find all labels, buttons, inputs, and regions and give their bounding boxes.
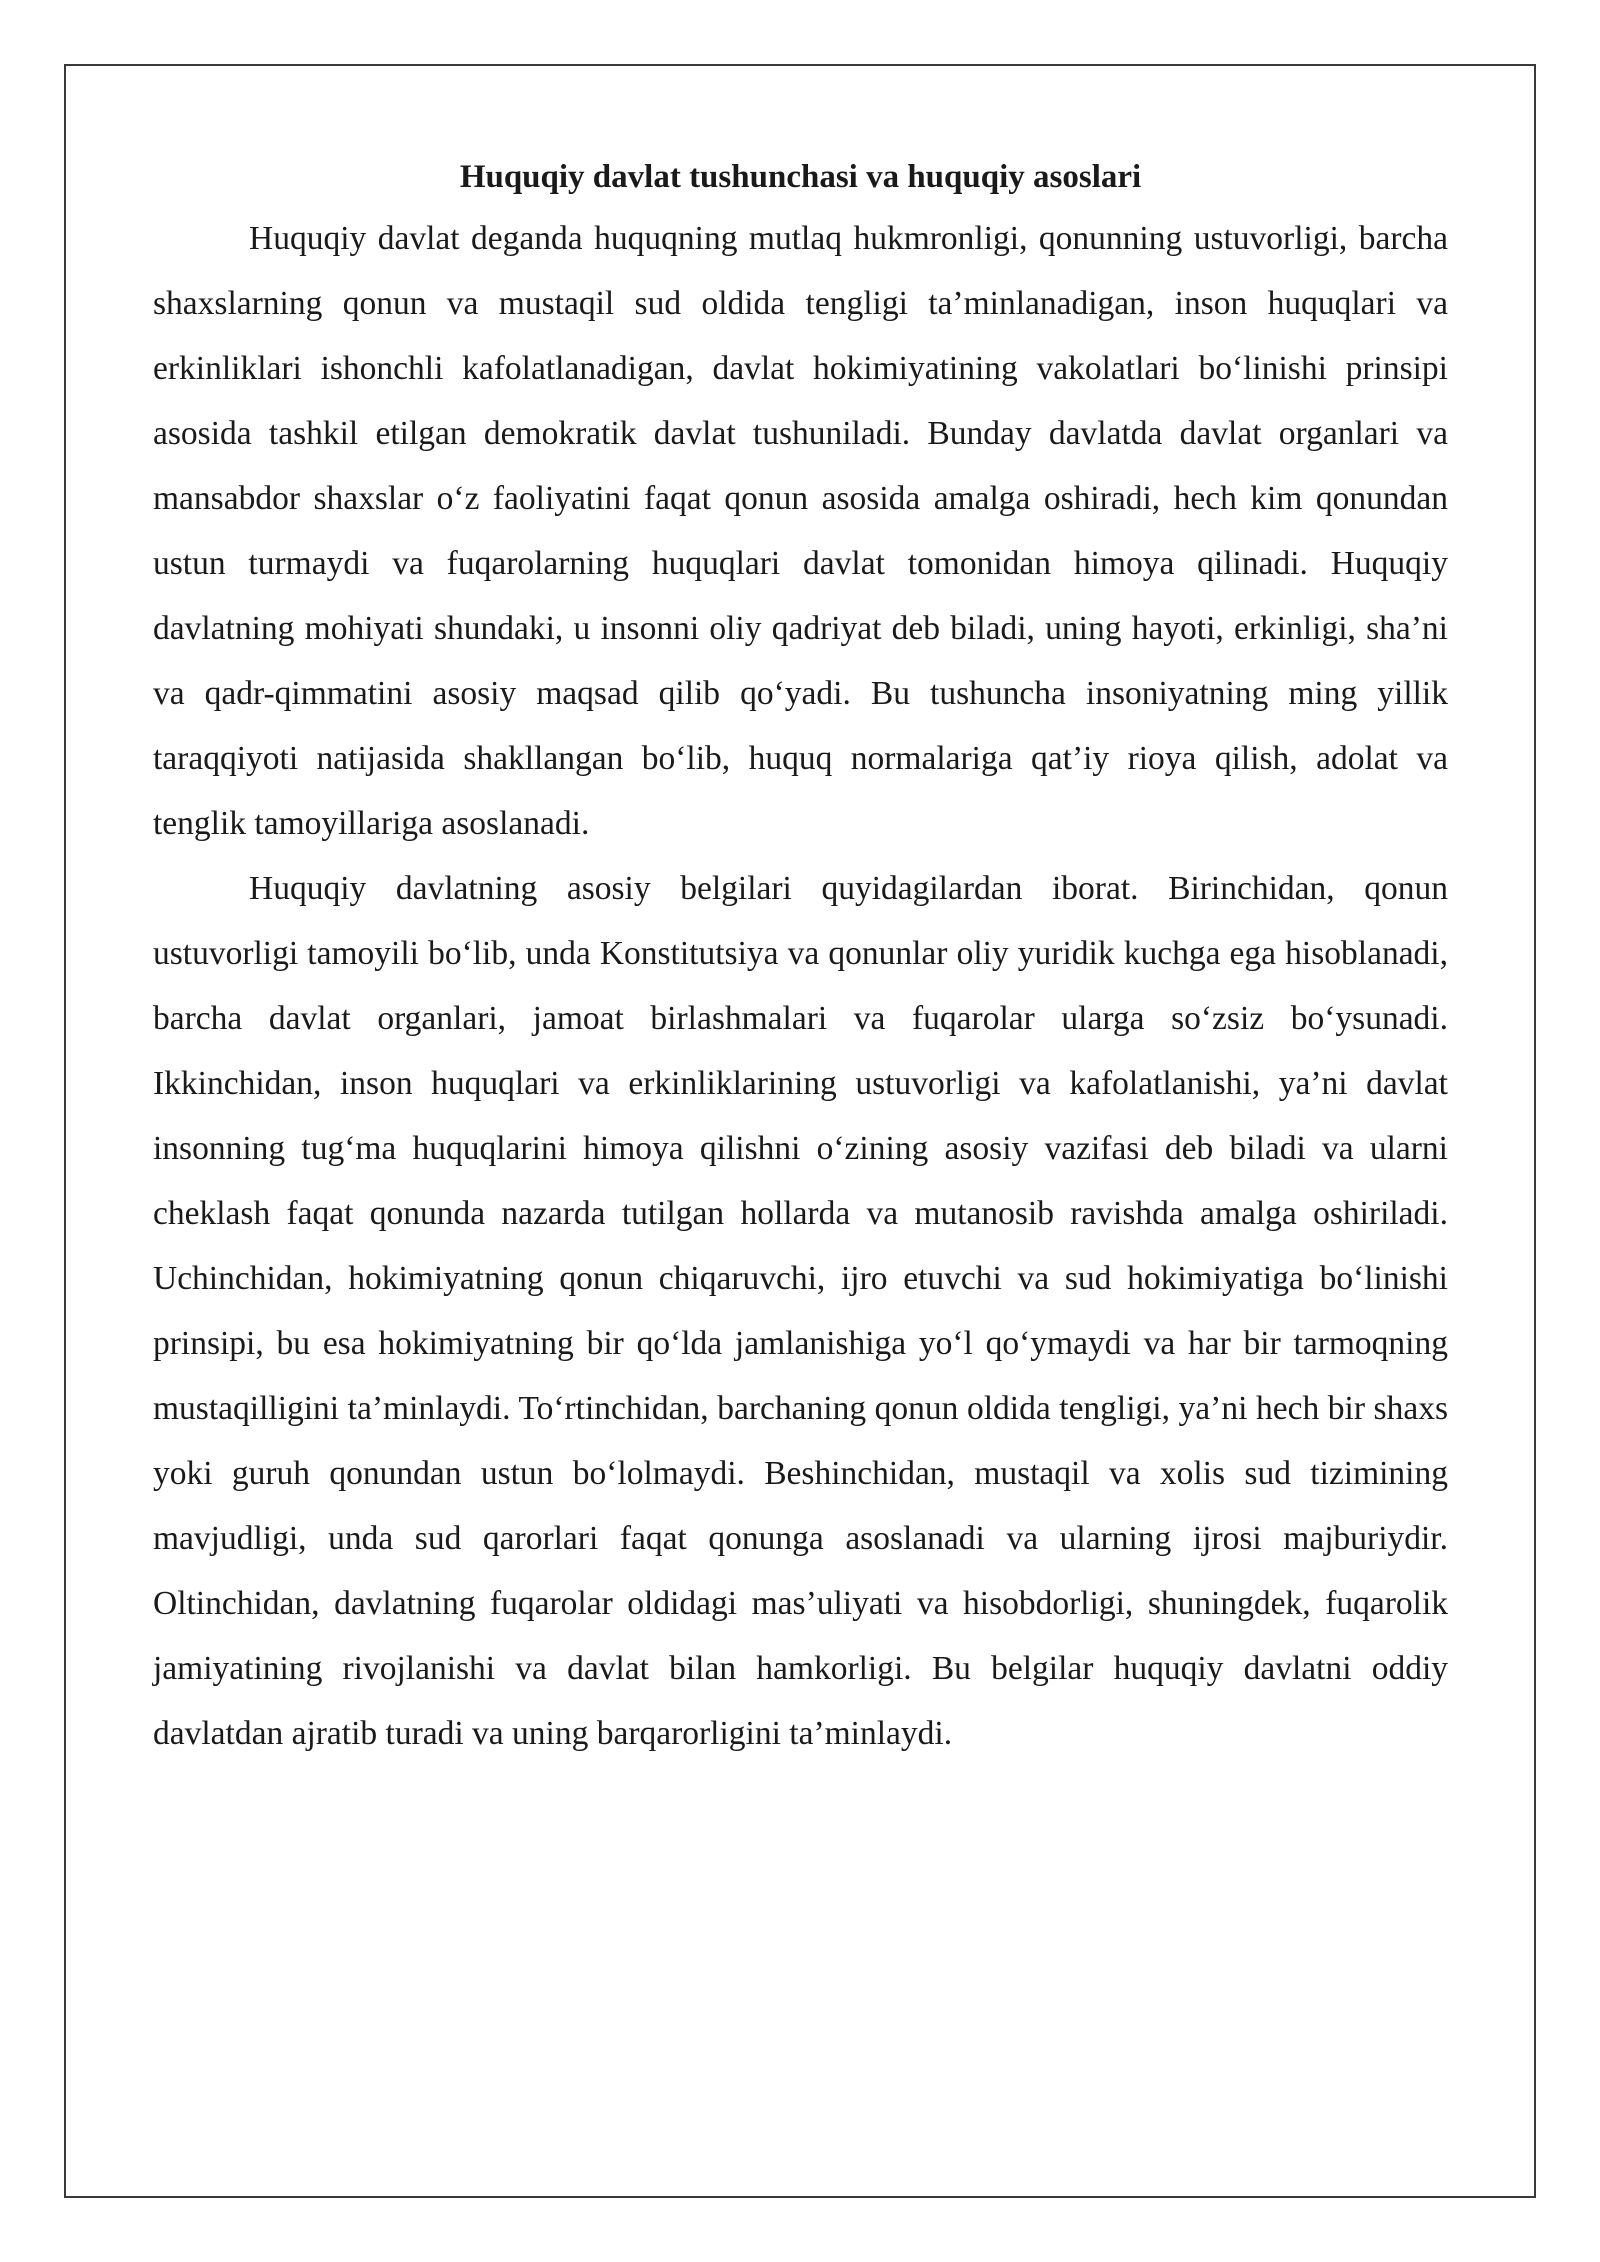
document-body — [153, 148, 1448, 1766]
document-title: Huquqiy davlat tushunchasi va huquqiy asoslari — [459, 159, 1142, 195]
paragraph-definition: Huquqiy davlat deganda huquqning mutlaq hukmronligi, qonunning ustuvorligi, barcha shaxslarning qonun va mustaqil sud oldida tengligi ta’minlanadigan, inson huquqlari va erkinliklari ishonchli kafolatlanadigan, davlat hokimiyatining vakolatlari bo‘linishi prinsipi asosida tashkil etilgan demokratik davlat tushuniladi. Bunday davlatda davlat organlari va mansabdor shaxslar o‘z faoliyatini faqat qonun asosida amalga oshiradi, hech kim qonundan ustun turmaydi va fuqarolarning huquqlari davlat tomonidan himoya qilinadi. Huquqiy davlatning mohiyati shundaki, u insonni oliy qadriyat deb biladi, uning hayoti, erkinligi, sha’ni va qadr-qimmatini asosiy maqsad qilib qo‘yadi. Bu tushuncha insoniyatning ming yillik taraqqiyoti natijasida shakllangan bo‘lib, huquq normalariga qat’iy rioya qilish, adolat va tenglik tamoyillariga asoslanadi. — [153, 220, 1448, 842]
paragraph-features: Huquqiy davlatning asosiy belgilari quyidagilardan iborat. Birinchidan, qonun ustuvorligi tamoyili bo‘lib, unda Konstitutsiya va qonunlar oliy yuridik kuchga ega hisoblanadi, barcha davlat organlari, jamoat birlashmalari va fuqarolar ularga so‘zsiz bo‘ysunadi. Ikkinchidan, inson huquqlari va erkinliklarining ustuvorligi va kafolatlanishi, ya’ni davlat insonning tug‘ma huquqlarini himoya qilishni o‘zining asosiy vazifasi deb biladi va ularni cheklash faqat qonunda nazarda tutilgan hollarda va mutanosib ravishda amalga oshiriladi. Uchinchidan, hokimiyatning qonun chiqaruvchi, ijro etuvchi va sud hokimiyatiga bo‘linishi prinsipi, bu esa hokimiyatning bir qo‘lda jamlanishiga yo‘l qo‘ymaydi va har bir tarmoqning mustaqilligini ta’minlaydi. To‘rtinchidan, barchaning qonun oldida tengligi, ya’ni hech bir shaxs yoki guruh qonundan ustun bo‘lolmaydi. Beshinchidan, mustaqil va xolis sud tizimining mavjudligi, unda sud qarorlari faqat qonunga asoslanadi va ularning ijrosi majburiydir. Oltinchidan, davlatning fuqarolar oldidagi mas’uliyati va hisobdorligi, shuningdek, fuqarolik jamiyatining rivojlanishi va davlat bilan hamkorligi. Bu belgilar huquqiy davlatni oddiy davlatdan ajratib turadi va uning barqarorligini ta’minlaydi. — [153, 870, 1448, 1752]
